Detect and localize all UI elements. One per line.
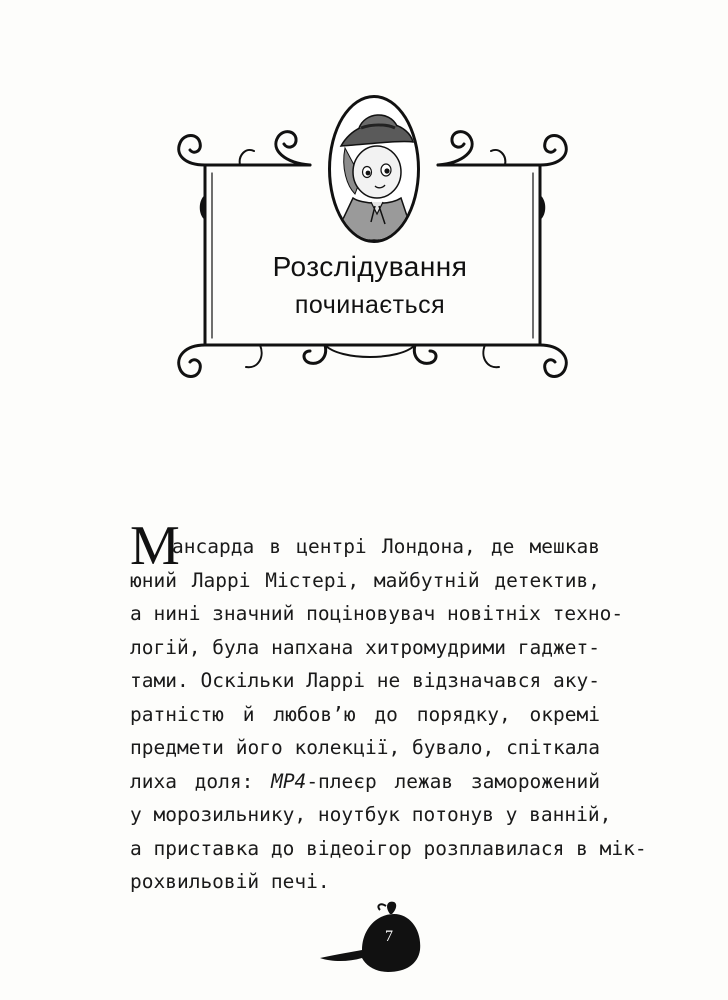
page-number: 7 xyxy=(385,928,393,945)
chapter-title-line-1: Розслідування xyxy=(272,251,468,282)
page-number-badge xyxy=(318,900,426,978)
text-line: рохвильовій печі. xyxy=(130,870,330,893)
detective-portrait-icon xyxy=(331,98,417,240)
text-line: а нині значний поціновувач новітніх техно- xyxy=(130,602,624,625)
chapter-frame xyxy=(150,95,590,400)
italic-term: МР4 xyxy=(271,769,307,793)
text-line: предмети його колекції, бувало, спіткала xyxy=(130,736,600,759)
text-line: лиха доля: МР4-плеєр лежав заморожений xyxy=(130,769,600,793)
text-line: ратністю й любов’ю до порядку, окремі xyxy=(130,702,600,726)
text-line: юний Ларрі Містері, майбутній детектив, xyxy=(130,568,600,592)
body-paragraph xyxy=(130,515,647,899)
drop-cap: М xyxy=(130,515,180,577)
text-line: логій, була напхана хитромудрими гаджет- xyxy=(130,635,600,659)
text-line: у морозильнику, ноутбук потонув у ванній, xyxy=(130,803,612,826)
chapter-title-line-2: починається xyxy=(294,291,446,319)
portrait-medallion xyxy=(328,95,420,243)
text-line: а приставка до відеоігор розплавилася в мік- xyxy=(130,836,647,860)
deerstalker-hat-icon xyxy=(318,900,426,978)
text-line: тами. Оскільки Ларрі не відзначався аку- xyxy=(130,669,600,692)
text-line: ансарда в центрі Лондона, де мешкав xyxy=(172,535,600,558)
